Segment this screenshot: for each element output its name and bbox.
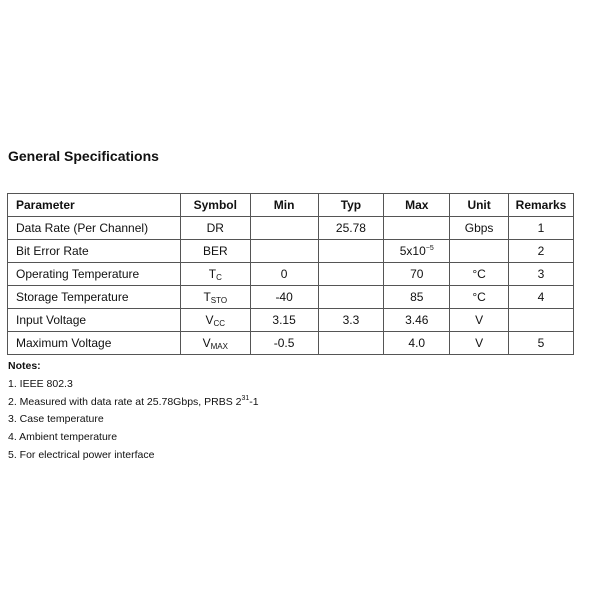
max-exponent: −5	[425, 245, 434, 252]
cell-typ	[318, 286, 384, 309]
max-value: 5x10	[399, 244, 426, 258]
cell-unit: Gbps	[450, 217, 509, 240]
cell-min: -40	[250, 286, 318, 309]
max-value: 85	[410, 290, 424, 304]
symbol-subscript: MAX	[210, 341, 228, 351]
note-text: 4. Ambient temperature	[8, 431, 118, 444]
cell-max	[384, 332, 450, 355]
cell-symbol	[180, 309, 250, 332]
page-title: General Specifications	[8, 148, 159, 164]
header-remarks: Remarks	[509, 194, 574, 217]
notes-section	[8, 360, 259, 463]
cell-remarks: 4	[509, 286, 574, 309]
table-row	[8, 240, 574, 263]
note-item	[8, 409, 259, 427]
symbol-main: T	[208, 266, 217, 281]
cell-remarks: 1	[509, 217, 574, 240]
max-value: 70	[410, 267, 424, 281]
cell-symbol	[180, 332, 250, 355]
note-suffix: -1	[249, 395, 259, 408]
note-text: 3. Case temperature	[8, 413, 104, 426]
cell-unit	[450, 240, 509, 263]
cell-remarks: 5	[509, 332, 574, 355]
cell-max	[384, 286, 450, 309]
header-min: Min	[250, 194, 318, 217]
header-unit: Unit	[450, 194, 509, 217]
cell-parameter: Bit Error Rate	[8, 240, 181, 263]
cell-symbol	[180, 217, 250, 240]
cell-unit: °C	[450, 286, 509, 309]
cell-typ	[318, 240, 384, 263]
cell-parameter: Input Voltage	[8, 309, 181, 332]
cell-remarks: 3	[509, 263, 574, 286]
table-row	[8, 332, 574, 355]
cell-unit: °C	[450, 263, 509, 286]
cell-typ	[318, 263, 384, 286]
note-item	[8, 445, 259, 463]
cell-parameter: Data Rate (Per Channel)	[8, 217, 181, 240]
symbol-subscript: CC	[213, 318, 226, 328]
cell-symbol	[180, 263, 250, 286]
note-text: 5. For electrical power interface	[8, 448, 155, 461]
table-header-row	[8, 194, 574, 217]
cell-max	[384, 217, 450, 240]
cell-unit: V	[450, 309, 509, 332]
symbol-subscript: C	[216, 272, 222, 282]
symbol-subscript: STO	[210, 295, 228, 305]
cell-parameter: Storage Temperature	[8, 286, 181, 309]
header-max: Max	[384, 194, 450, 217]
max-value: 3.46	[405, 313, 429, 327]
cell-symbol	[180, 240, 250, 263]
cell-min: 0	[250, 263, 318, 286]
cell-remarks: 2	[509, 240, 574, 263]
note-item	[8, 392, 259, 410]
max-value: 4.0	[408, 336, 426, 350]
note-text: 1. IEEE 802.3	[8, 377, 73, 390]
note-item	[8, 374, 259, 392]
cell-typ: 25.78	[318, 217, 384, 240]
header-symbol: Symbol	[180, 194, 250, 217]
cell-parameter: Maximum Voltage	[8, 332, 181, 355]
symbol-main: V	[202, 335, 211, 350]
symbol-main: V	[205, 312, 214, 327]
table-row	[8, 286, 574, 309]
symbol-main: DR	[206, 220, 224, 235]
cell-min: -0.5	[250, 332, 318, 355]
cell-remarks	[509, 309, 574, 332]
table-row	[8, 263, 574, 286]
cell-min	[250, 217, 318, 240]
note-item	[8, 427, 259, 445]
symbol-main: BER	[202, 243, 228, 258]
note-superscript: 31	[241, 394, 250, 402]
cell-parameter: Operating Temperature	[8, 263, 181, 286]
cell-max	[384, 309, 450, 332]
header-parameter: Parameter	[8, 194, 181, 217]
symbol-main: T	[203, 289, 211, 304]
cell-min	[250, 240, 318, 263]
specifications-table	[7, 193, 574, 355]
header-typ: Typ	[318, 194, 384, 217]
note-text: 2. Measured with data rate at 25.78Gbps, PRBS 2	[8, 395, 242, 408]
notes-title: Notes:	[8, 360, 41, 372]
table-row	[8, 309, 574, 332]
cell-typ	[318, 332, 384, 355]
cell-unit: V	[450, 332, 509, 355]
cell-max	[384, 240, 450, 263]
cell-max	[384, 263, 450, 286]
table-row	[8, 217, 574, 240]
cell-min: 3.15	[250, 309, 318, 332]
cell-symbol	[180, 286, 250, 309]
notes-list	[8, 374, 259, 463]
cell-typ: 3.3	[318, 309, 384, 332]
